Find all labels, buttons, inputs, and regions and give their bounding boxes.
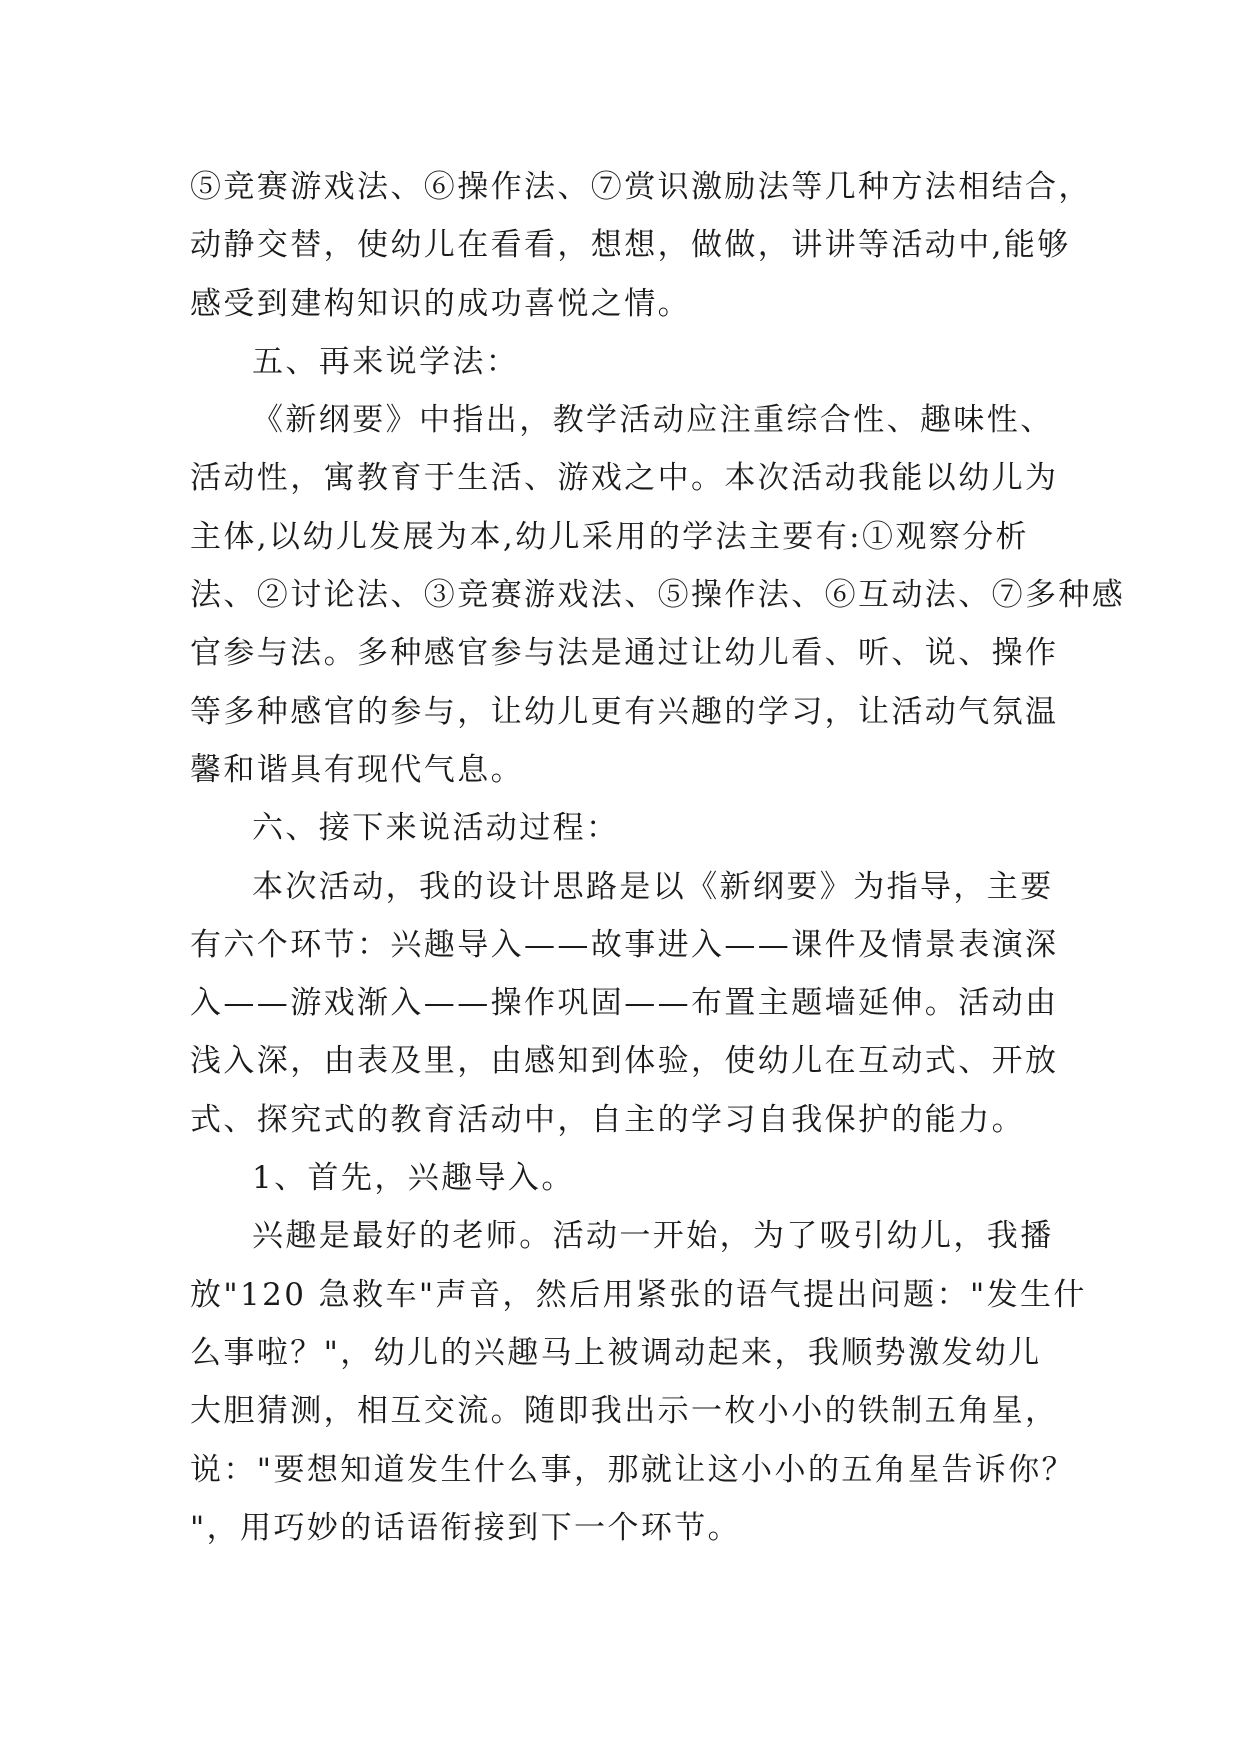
paragraph-interest-intro bbox=[190, 1207, 1087, 1557]
text-line: 大胆猜测，相互交流。随即我出示一枚小小的铁制五角星， bbox=[190, 1393, 1059, 1430]
text-line: 六、接下来说活动过程： bbox=[252, 810, 620, 847]
document-body bbox=[190, 158, 1126, 1557]
text-line: 么事啦？"，幼儿的兴趣马上被调动起来，我顺势激发幼儿 bbox=[190, 1334, 1042, 1371]
text-line: 官参与法。多种感官参与法是通过让幼儿看、听、说、操作 bbox=[190, 635, 1059, 672]
text-line: 有六个环节：兴趣导入——故事进入——课件及情景表演深 bbox=[190, 926, 1059, 963]
paragraph-design-approach bbox=[190, 858, 1060, 1149]
text-line: 浅入深，由表及里，由感知到体验，使幼儿在互动式、开放 bbox=[190, 1043, 1059, 1080]
text-line: 动静交替，使幼儿在看看，想想，做做，讲讲等活动中,能够 bbox=[190, 227, 1071, 264]
text-line: 《新纲要》中指出，教学活动应注重综合性、趣味性、 bbox=[252, 402, 1054, 439]
text-line: 主体,以幼儿发展为本,幼儿采用的学法主要有:①观察分析 bbox=[190, 518, 1029, 555]
paragraph-methods-summary bbox=[190, 158, 1092, 333]
text-line: 兴趣是最好的老师。活动一开始，为了吸引幼儿，我播 bbox=[252, 1218, 1054, 1255]
text-line: 说："要想知道发生什么事，那就让这小小的五角星告诉你？ bbox=[190, 1451, 1076, 1488]
heading-step-one bbox=[190, 1149, 1060, 1207]
text-line: ⑤竞赛游戏法、⑥操作法、⑦赏识激励法等几种方法相结合， bbox=[190, 169, 1092, 205]
heading-learning-methods bbox=[190, 333, 1060, 391]
text-line: 馨和谐具有现代气息。 bbox=[190, 751, 524, 788]
text-line: 感受到建构知识的成功喜悦之情。 bbox=[190, 285, 691, 322]
text-line: 活动性，寓教育于生活、游戏之中。本次活动我能以幼儿为 bbox=[190, 460, 1059, 497]
text-line: 五、再来说学法： bbox=[252, 343, 520, 380]
text-line: 式、探究式的教育活动中，自主的学习自我保护的能力。 bbox=[190, 1101, 1025, 1138]
text-line: 1、首先，兴趣导入。 bbox=[252, 1160, 575, 1197]
text-line: 本次活动，我的设计思路是以《新纲要》为指导，主要 bbox=[252, 868, 1054, 905]
paragraph-learning-methods bbox=[190, 391, 1126, 799]
text-line: 入——游戏渐入——操作巩固——布置主题墙延伸。活动由 bbox=[190, 985, 1059, 1022]
text-line: 放"120 急救车"声音，然后用紧张的语气提出问题："发生什 bbox=[190, 1276, 1087, 1313]
heading-activity-process bbox=[190, 799, 1060, 857]
text-line: "，用巧妙的话语衔接到下一个环节。 bbox=[190, 1509, 742, 1546]
text-line: 法、②讨论法、③竞赛游戏法、⑤操作法、⑥互动法、⑦多种感 bbox=[190, 577, 1126, 614]
text-line: 等多种感官的参与，让幼儿更有兴趣的学习，让活动气氛温 bbox=[190, 693, 1059, 730]
